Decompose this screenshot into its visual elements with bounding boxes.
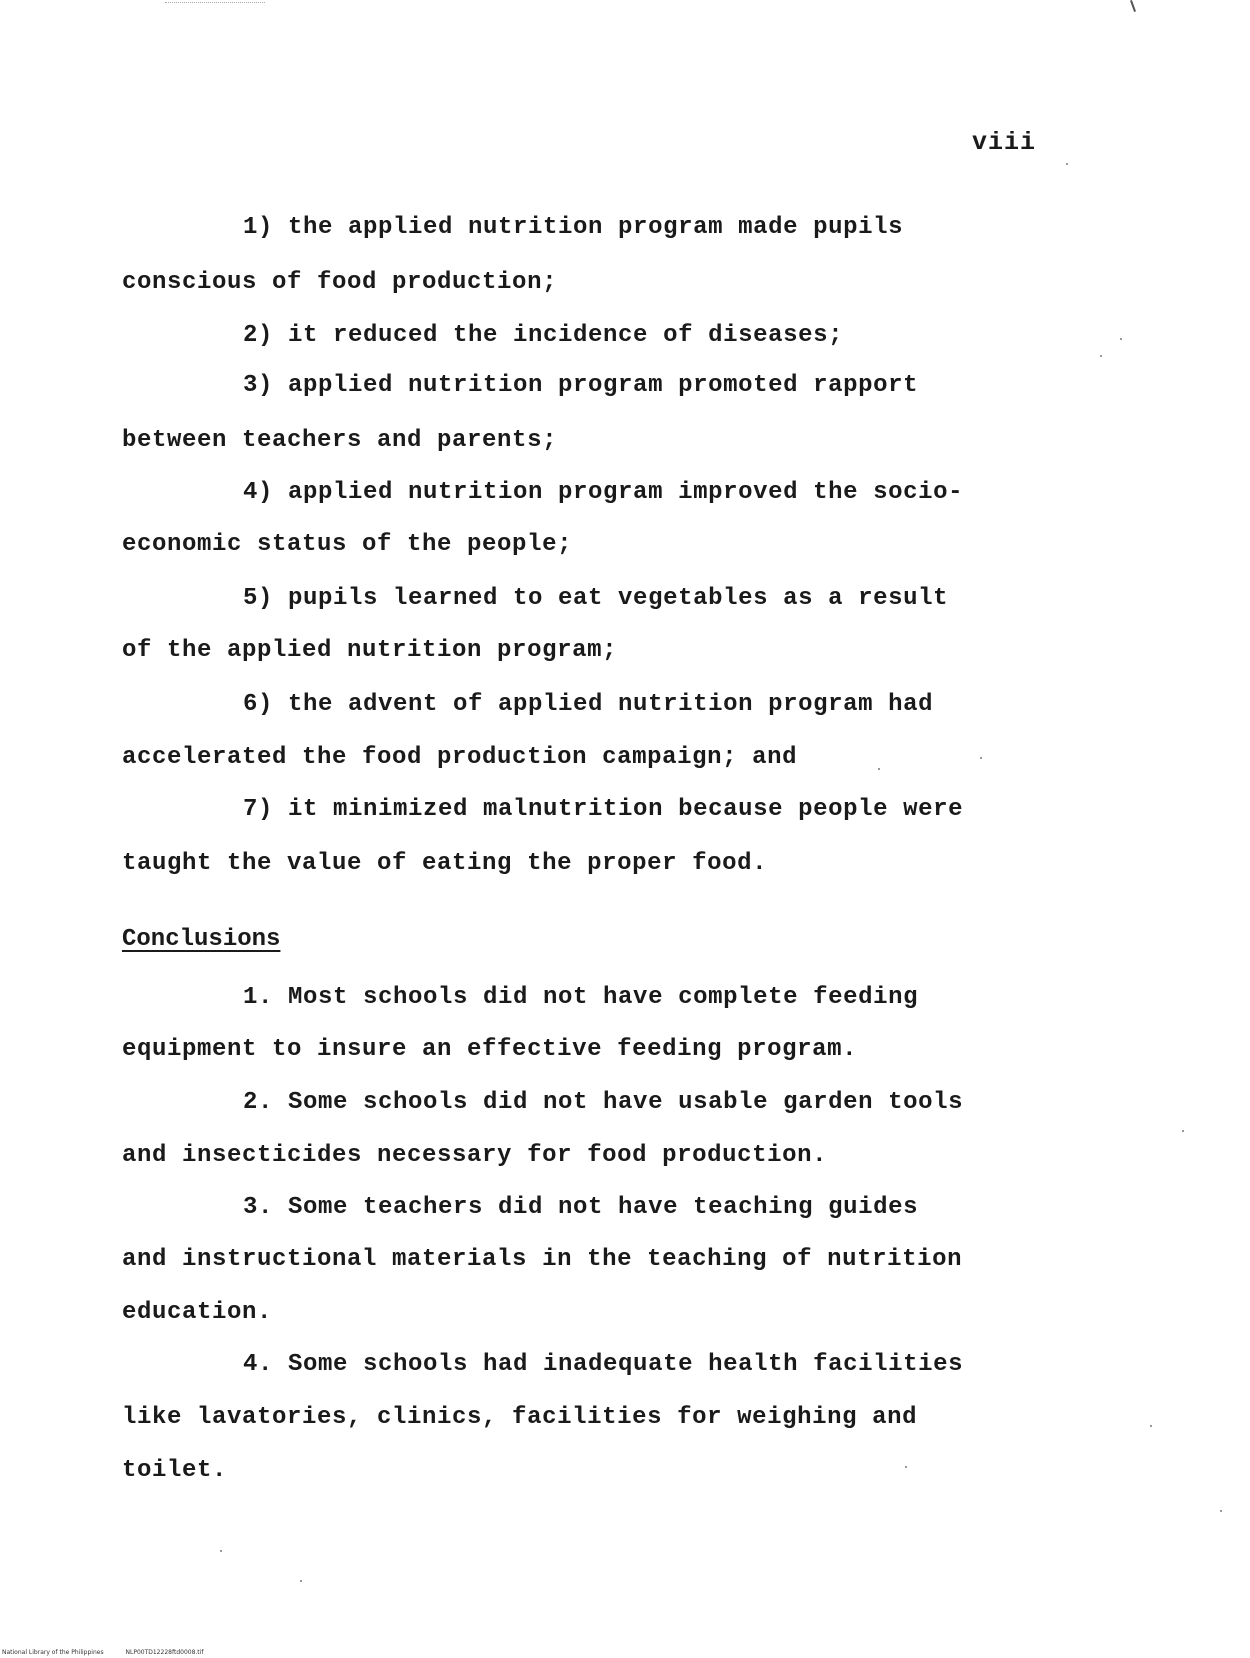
finding-3-line-1: 3) applied nutrition program promoted rapport [243,372,919,399]
scan-speck [1182,1130,1184,1132]
scan-artifact [165,2,265,4]
scan-speck [1150,1425,1152,1427]
scan-speck [1100,355,1102,357]
conclusion-4-line-1: 4. Some schools had inadequate health facilities [243,1351,964,1378]
scan-speck [300,1580,302,1582]
conclusion-3-line-2: and instructional materials in the teaching of nutrition [122,1246,963,1273]
scan-speck [220,1550,222,1552]
conclusion-1-line-1: 1. Most schools did not have complete feeding [243,984,919,1011]
scan-speck [980,757,982,759]
finding-6-line-1: 6) the advent of applied nutrition program had [243,691,934,718]
conclusion-3-line-3: education. [122,1299,273,1326]
scan-speck [1220,1510,1222,1512]
scan-speck [905,1466,907,1468]
finding-4-line-2: economic status of the people; [122,531,573,558]
finding-7-line-2: taught the value of eating the proper food. [122,850,768,877]
conclusion-1-line-2: equipment to insure an effective feeding program. [122,1036,858,1063]
finding-3-line-2: between teachers and parents; [122,427,558,454]
finding-1-line-1: 1) the applied nutrition program made pupils [243,214,904,241]
finding-2-line-1: 2) it reduced the incidence of diseases; [243,322,844,349]
finding-6-line-2: accelerated the food production campaign; and [122,744,798,771]
scan-speck [878,768,880,770]
finding-7-line-1: 7) it minimized malnutrition because people were [243,796,964,823]
page-number: viii [972,128,1037,157]
finding-5-line-1: 5) pupils learned to eat vegetables as a result [243,585,949,612]
scan-artifact [1130,0,1136,12]
conclusion-4-line-2: like lavatories, clinics, facilities for weighing and [122,1404,918,1431]
footer-library: National Library of the Philippines [2,1649,104,1656]
finding-1-line-2: conscious of food production; [122,269,558,296]
scan-footer [2,1649,203,1656]
conclusion-2-line-2: and insecticides necessary for food production. [122,1142,828,1169]
conclusion-2-line-1: 2. Some schools did not have usable garden tools [243,1089,964,1116]
conclusion-3-line-1: 3. Some teachers did not have teaching guides [243,1194,919,1221]
finding-4-line-1: 4) applied nutrition program improved the socio- [243,479,964,506]
scan-speck [1120,338,1122,340]
conclusions-heading: Conclusions [122,926,281,953]
conclusion-4-line-3: toilet. [122,1457,228,1484]
footer-file: NLP00TD12228ftd0008.tif [125,1649,204,1656]
finding-5-line-2: of the applied nutrition program; [122,637,618,664]
scan-speck [1066,163,1068,165]
